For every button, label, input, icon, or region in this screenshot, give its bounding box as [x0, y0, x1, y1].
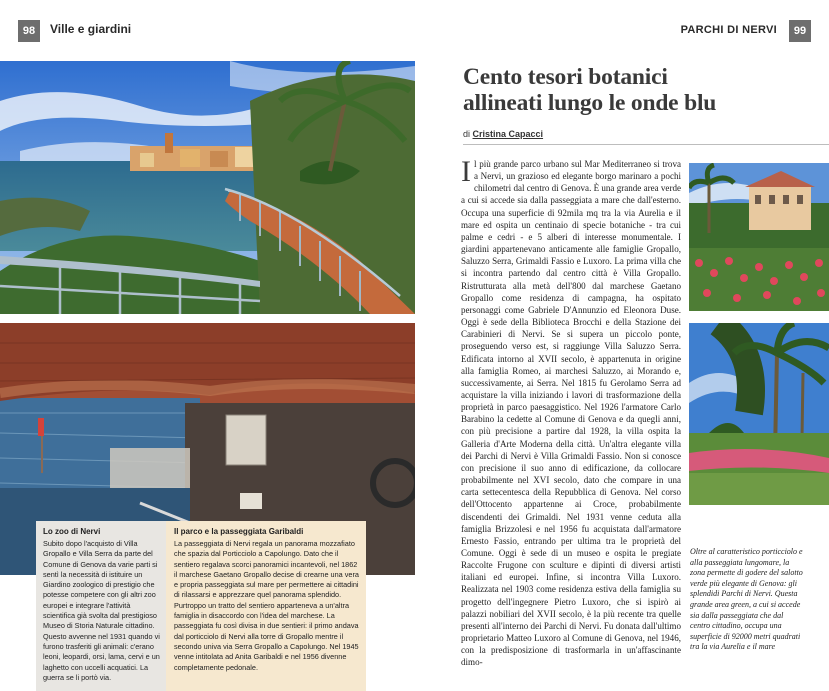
article-title-line-1: Cento tesori botanici — [463, 64, 668, 90]
park-box-title: Il parco e la passeggiata Garibaldi — [174, 527, 304, 536]
title-divider — [463, 144, 829, 145]
article-body-text: l più grande parco urbano sul Mar Mediterraneo si trova a Nervi, un grazioso ed elegante borgo marinaro a pochi chilometri dal centro di Genova. È una grande area verde a cui si accede sia dalla passeggiata a mare che dall'esterno. Occupa una superficie di 92mila mq tra la via Aurelia e il mare ed ospita un centinaio di specie botaniche - tra cui palme e cedri - e 5 alberi di interesse monumentale. I giardini appartenevano anticamente alle famiglie Gropallo, Saluzzo Serra, Grimaldi Fassio e Luxoro. La prima villa che si incontra partendo dal centro città è Villa Gropallo. Ristrutturata alla metà dell'800 dal marchese Gaetano Gropallo come residenza di campagna, ha ospitato personaggi come Gabriele D'Annunzio ed Eleonora Duse. Oggi è sede della Biblioteca Brocchi e della Stazione dei Carabinieri di Nervi. Se si supera un piccolo ponte, proseguendo verso est, si raggiunge Villa Saluzzo Serra. Edificata intorno al XVII secolo, è appartenuta in origine alla famiglia Romeo, ai marchesi Saluzzo, ai Morando e, successivamente, ai Serra. Nel 1815 fu Gerolamo Serra ad acquistare la villa iniziando i lavori di trasformazione della proprietà in parco paesaggistico. Nel 1926 l'armatore Carlo Barabino la cedette al Comune di Genova e da quegli anni, con più precisione a partire dal 1928, la villa ospita la Galleria d'Arte Moderna della città. Un'altra elegante villa dei Parchi di Nervi è Villa Grimaldi Fassio. Non si conosce con precisione il suo anno di edificazione, da collocare probabilmente nel XVI secolo, dato che compare in una carta settecentesca della Repubblica di Genova. Nel corso dell'Ottocento appartenne ai Croce, probabilmente discendenti dei Grimaldi. Nel 1931 venne ceduta alla famiglia Brizzolesi e nel 1956 fu acquistata dall'armatore Ernesto Fassio, entrando per ultima tra le proprietà del Comune. Oggi è sede di un museo e ospita le pregiate Raccolte Frugone con sculture e dipinti di diversi artisti italiani ed europei. Infine, si incontra Villa Luxoro. Realizzata nel 1903 come residenza estiva della famiglia su progetto dell'ingegnere Pietro Luxoro, che si ispirò ai palazzi nobiliari del XVII secolo, è la più recente tra quelle presenti all'interno dei Parchi di Nervi. Fu donata dall'ultimo proprietario Matteo Luxoro al Comune di Genova, nel 1946, con la predisposizione di trasformarla in un'affascinante dimo- — [461, 159, 681, 668]
byline — [463, 129, 543, 139]
zoo-box-title: Lo zoo di Nervi — [43, 527, 101, 536]
park-photo-illustration — [689, 323, 829, 505]
villa-photo-illustration — [689, 163, 829, 311]
villa-rose-garden-photo — [689, 163, 829, 311]
drop-cap: I — [461, 155, 471, 188]
article-title — [463, 64, 803, 116]
left-page-number: 98 — [18, 20, 40, 42]
article-body — [461, 155, 681, 669]
byline-prefix: di — [463, 129, 471, 139]
left-section-title: Ville e giardini — [50, 22, 132, 36]
park-box — [166, 521, 366, 691]
zoo-box — [36, 521, 166, 691]
zoo-box-text: Subito dopo l'acquisto di Villa Gropallo e Villa Serra da parte del Comune di Genova da varie parti si sentì la necessità di istituire un Giardino zoologico di prestigio che potesse competere con gli altri zoo europei e integrare l'attività scientifica già svolta dal prestigioso Museo di Storia Naturale cittadino. Questo avvenne nel 1931 quando vi furono trasferiti gli animali: c'erano leoni, leopardi, orsi, lama, cervi e un laghetto con uccelli acquatici. La guerra se li portò via. — [43, 539, 160, 682]
park-box-text: La passeggiata di Nervi regala un panorama mozzafiato che spazia dal Porticciolo a Capolungo. Dato che il sentiero regalava scorci panoramici incantevoli, nel 1862 il marchese Gaetano Gropallo decise di crearne una vera e propria passeggiata sul mare per permettere ai cittadini di rilassarsi e apprezzare quel panorama splendido. Purtroppo un tratto del sentiero apparteneva a un'altra famiglia in disaccordo con l'idea del marchese. La passeggiata fu così divisa in due sentieri: il primo andava dal porticciolo di Nervi alla torre di Gropallo mentre il secondo univa via Serra Gropallo a Capolungo. Nel 1945 venne intitolata ad Anita Garibaldi e nel 1956 divenne completamente pedonale. — [174, 539, 359, 672]
article-title-line-2: allineati lungo le onde blu — [463, 90, 717, 116]
right-page-number: 99 — [789, 20, 811, 42]
harbour-photo — [0, 61, 415, 314]
right-section-title: PARCHI DI NERVI — [680, 24, 777, 36]
author-name: Cristina Capacci — [472, 129, 544, 139]
photo-caption: Oltre al caratteristico porticciolo e alla passeggiata lungomare, la zona permette di godere del salotto verde più elegante di Genova: gli splendidi Parchi di Nervi. Questa grande area green, a cui si accede sia dalla passeggiata che dal centro cittadino, occupa una superficie di 92000 metri quadrati tra la via Aurelia e il mare — [690, 547, 803, 652]
harbour-photo-illustration — [0, 61, 415, 314]
park-palms-photo — [689, 323, 829, 505]
